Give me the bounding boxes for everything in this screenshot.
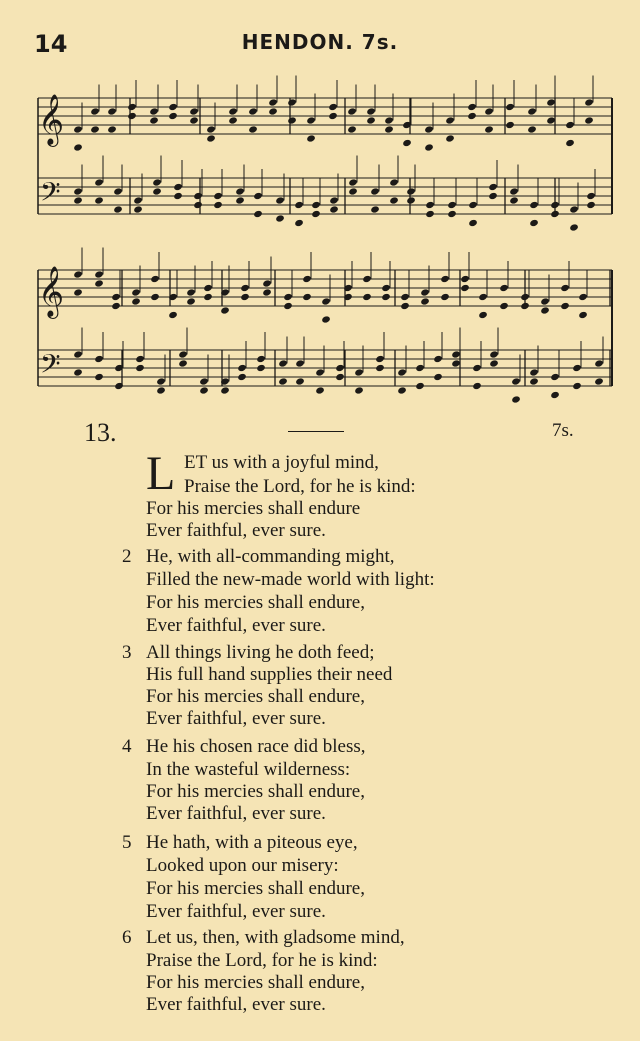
verse-number: 2: [122, 546, 132, 567]
page-number: 14: [34, 30, 68, 58]
verse-line: For his mercies shall endure,: [146, 878, 365, 899]
verse-line: Ever faithful, ever sure.: [146, 994, 326, 1015]
hymn-number: 13.: [84, 418, 117, 447]
verse-line: Ever faithful, ever sure.: [146, 803, 326, 824]
verse-line: Praise the Lord, for he is kind:: [146, 950, 378, 971]
verse-line: Ever faithful, ever sure.: [146, 615, 326, 636]
tune-title: HENDON. 7s.: [241, 30, 399, 54]
verse-line: He his chosen race did bless,: [146, 736, 366, 757]
verse-line: ET us with a joyful mind,: [184, 452, 379, 473]
verse-line: He, with all-commanding might,: [146, 546, 395, 567]
verse-line: In the wasteful wilderness:: [146, 759, 351, 780]
verse-line: Filled the new-made world with light:: [146, 569, 435, 590]
verse-number: 5: [122, 832, 132, 853]
verse-number: 4: [122, 736, 132, 757]
verse-line: Ever faithful, ever sure.: [146, 708, 326, 729]
verse-number: 6: [122, 927, 132, 948]
bass-staff: [38, 328, 612, 404]
svg-text:𝄞: 𝄞: [38, 266, 65, 317]
treble-staff: [38, 248, 612, 324]
music-score: [0, 0, 640, 410]
hymn-number-rule: [288, 431, 344, 432]
hymn-meter: 7s.: [552, 420, 574, 441]
verse-line: For his mercies shall endure,: [146, 686, 365, 707]
verse-line: All things living he doth feed;: [146, 642, 375, 663]
verse-line: For his mercies shall endure,: [146, 972, 365, 993]
svg-text:𝄞: 𝄞: [38, 94, 65, 145]
verse-line: He hath, with a piteous eye,: [146, 832, 358, 853]
verse-line: Ever faithful, ever sure.: [146, 520, 326, 541]
bass-staff: [38, 156, 612, 232]
staff-systems: [38, 76, 612, 404]
svg-text:𝄢: 𝄢: [40, 176, 61, 214]
verse-line: Praise the Lord, for he is kind:: [184, 476, 416, 497]
verse-line: For his mercies shall endure,: [146, 781, 365, 802]
treble-staff: [38, 76, 612, 152]
verse-line: For his mercies shall endure: [146, 498, 361, 519]
drop-cap: L: [146, 447, 176, 500]
verse-line: For his mercies shall endure,: [146, 592, 365, 613]
verse-line: Looked upon our misery:: [146, 855, 339, 876]
verse-line: Ever faithful, ever sure.: [146, 901, 326, 922]
verse-number: 3: [122, 642, 132, 663]
verse-line: His full hand supplies their need: [146, 664, 393, 685]
verse-line: Let us, then, with gladsome mind,: [146, 927, 405, 948]
svg-text:𝄢: 𝄢: [40, 348, 61, 386]
